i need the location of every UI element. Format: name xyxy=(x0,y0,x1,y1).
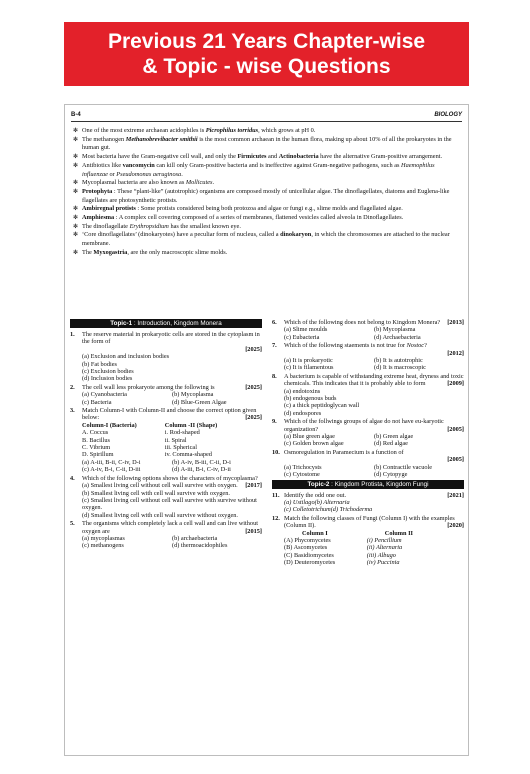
fact-item: ✻ ‘Core dinoflagellates’ (dinokaryotes) have a peculiar form of nucleus, called a dinokaryon, in which the chromosomes are attached to the nuclear membrane. xyxy=(73,231,450,248)
question-10-options: (a) Trichocysts (b) Contractile vacuole (c) Cytostome (d) Cytopyge xyxy=(284,463,433,479)
topic-1-heading: Topic-1 : Introduction, Kingdom Monera xyxy=(70,319,262,328)
question-12: 12. Match the following classes of Fungi (Column I) with the examples (Column II). [2020] xyxy=(272,514,464,530)
question-5: 5. The organisms which completely lack a cell wall and can live without oxygen are [2015] xyxy=(70,520,262,535)
banner-line-2: & Topic - wise Questions xyxy=(142,55,391,78)
question-1: 1. The reserve material in prokaryotic cells are stored in the cytoplasm in the form of [2025] xyxy=(70,331,262,353)
asterisk-bullet-icon: ✻ xyxy=(73,205,79,213)
question-9: 9. Which of the follwings groups of algae do not have eu-karyotic organization? [2005] xyxy=(272,418,464,433)
question-12-match-table: Column I Column II (A) Phycomycetes (i) Pencillium (B) Ascomycetes (ii) Alternaria (C) Basidiomycetes (iii) Albugo (D) Deuteromycetes (iv) Puccinia xyxy=(284,529,413,567)
question-1-options: (a) Exclusion and inclusion bodies (b) Fat bodies (c) Exclusion bodies (d) Inclusion bodies xyxy=(82,353,170,383)
question-3-match-table: Column-I (Bacteria) Column -II (Shape) A. Coccus i. Rod-shaped B. Bacillus ii. Spiral C. Vibrium iii. Spherical D. Spirillum iv. Comma-shaped xyxy=(82,421,218,459)
question-7-options: (a) It is prokaryotic (b) It is autotrophic (c) It is filamentous (d) It is macroscopic xyxy=(284,357,426,372)
promo-banner xyxy=(64,22,469,86)
question-3-options: (a) A-iii, B-ii, C-iv, D-i (b) A-iv, B-iii, C-ii, D-i (c) A-iv, B-i, C-ii, D-iii (d) A-iii, B-i, C-iv, D-ii xyxy=(82,458,231,474)
right-column xyxy=(272,318,464,567)
question-4-options: (a) Smallest living cell without cell wall survive with oxygen. (b) Smallest living cell with cell wall survive with oxygen. (c) Smallest living cell without cell wall survive with survive without oxygen. (d) Smallest living cell with cell wall survive without oxygen. xyxy=(82,482,257,519)
question-2-options: (a) Cyanobacteria (b) Mycoplasma (c) Bacteria (d) Blue-Green Algae xyxy=(82,391,227,406)
topic-2-heading: Topic-2 : Kingdom Protista, Kingdom Fungi xyxy=(272,480,464,489)
asterisk-bullet-icon: ✻ xyxy=(73,187,79,195)
question-3: 3. Match Column-I with Column-II and choose the correct option given below: [2025] xyxy=(70,407,262,422)
book-page xyxy=(64,104,469,756)
fact-item: ✻ One of the most extreme archaean acidophiles is Picrophilus torridus, which grows at pH 0. xyxy=(73,127,316,134)
asterisk-bullet-icon: ✻ xyxy=(73,161,79,169)
asterisk-bullet-icon: ✻ xyxy=(73,248,79,256)
fact-item: ✻ The methanogen Methanobrevibacter smithii is the most common archaean in the human flora, making up about 10% of all the prokaryotes in the human gut. xyxy=(73,135,452,152)
fact-item: ✻ Antibiotics like vancomycin can kill only Gram-positive bacteria and is ineffective against Gram-negative pathogens, such as Haemophilus influenzae or Pseudomonas aeruginosa. xyxy=(73,161,435,178)
question-11: 11. Identify the odd one out. [2021] xyxy=(272,491,464,499)
fact-item: ✻ The Myxogastria, are the only macroscopic slime molds. xyxy=(73,248,228,256)
asterisk-bullet-icon: ✻ xyxy=(73,231,79,239)
question-8: 8. A bacterium is capable of withstanding extreme heat, dryness and toxic chemicals. This indicates that it is probably able to form [2009] xyxy=(272,372,464,388)
question-9-options: (a) Blue green algae (b) Green algae (c) Golden brown algae (d) Red algae xyxy=(284,433,414,448)
asterisk-bullet-icon: ✻ xyxy=(73,127,79,134)
facts-list xyxy=(73,127,460,258)
question-4: 4. Which of the following options shows the characters of mycoplasma? [2017] xyxy=(70,474,262,490)
fact-item: ✻ Mycoplasmal bacteria are also known as Mollicutes. xyxy=(73,179,215,187)
subject-title: BIOLOGY xyxy=(434,112,462,118)
question-10: 10. Osmoregulation in Paramecium is a function of [2005] xyxy=(272,448,464,464)
question-5-options: (a) mycoplasmas (b) archaebacteria (c) methanogens (d) thermoacidophiles xyxy=(82,534,228,550)
question-6: 6. Which of the following does not belong to Kingdom Monera? [2013] xyxy=(272,319,464,326)
asterisk-bullet-icon: ✻ xyxy=(73,214,79,222)
fact-item: ✻ Amphiesma : A complex cell covering composed of a series of membranes, flattened vesicles called alveola in Dinoflagellates. xyxy=(73,214,404,222)
header-rule xyxy=(71,121,462,122)
fact-item: ✻ Ambiregnal protists : Some protists considered being both protozoa and algae or fungi e.g., slime molds and flagellated algae. xyxy=(73,205,403,213)
fact-item: ✻ Most bacteria have the Gram-negative cell wall, and only the Firmicutes and Actinobacteria have the alternative Gram-positive arrangement. xyxy=(73,153,443,161)
fact-item: ✻ The dinoflagellate Erythropsidium has the smallest known eye. xyxy=(73,222,241,230)
asterisk-bullet-icon: ✻ xyxy=(73,153,79,161)
page-number: B-4 xyxy=(71,112,81,118)
asterisk-bullet-icon: ✻ xyxy=(73,179,79,187)
asterisk-bullet-icon: ✻ xyxy=(73,135,79,143)
question-11-options: (a) Ustilago (b) Alternaria (c) Colletotrichum (d) Trichoderma xyxy=(284,498,373,514)
question-8-options: (a) endotoxins (b) endogenous buds (c) a thick peptidoglycan wall (d) endospores xyxy=(284,387,360,417)
question-2: 2. The cell wall less prokaryote among the following is [2025] xyxy=(70,383,262,391)
asterisk-bullet-icon: ✻ xyxy=(73,222,79,230)
question-7: 7. Which of the following staements is not true for Nostoc? [2012] xyxy=(272,342,464,357)
fact-item: ✻ Protophyta : These “plant-like” (autotrophic) organisms are composed mostly of unicellular algae. The dinoflagellates, diatoms and Euglena-like flagellates are photosynthetic protists. xyxy=(73,187,450,204)
left-column xyxy=(70,318,262,550)
question-6-options: (a) Slime moulds (b) Mycoplasma (c) Eubacteria (d) Archaebacteria xyxy=(284,326,421,341)
banner-line-1: Previous 21 Years Chapter-wise xyxy=(107,30,426,53)
